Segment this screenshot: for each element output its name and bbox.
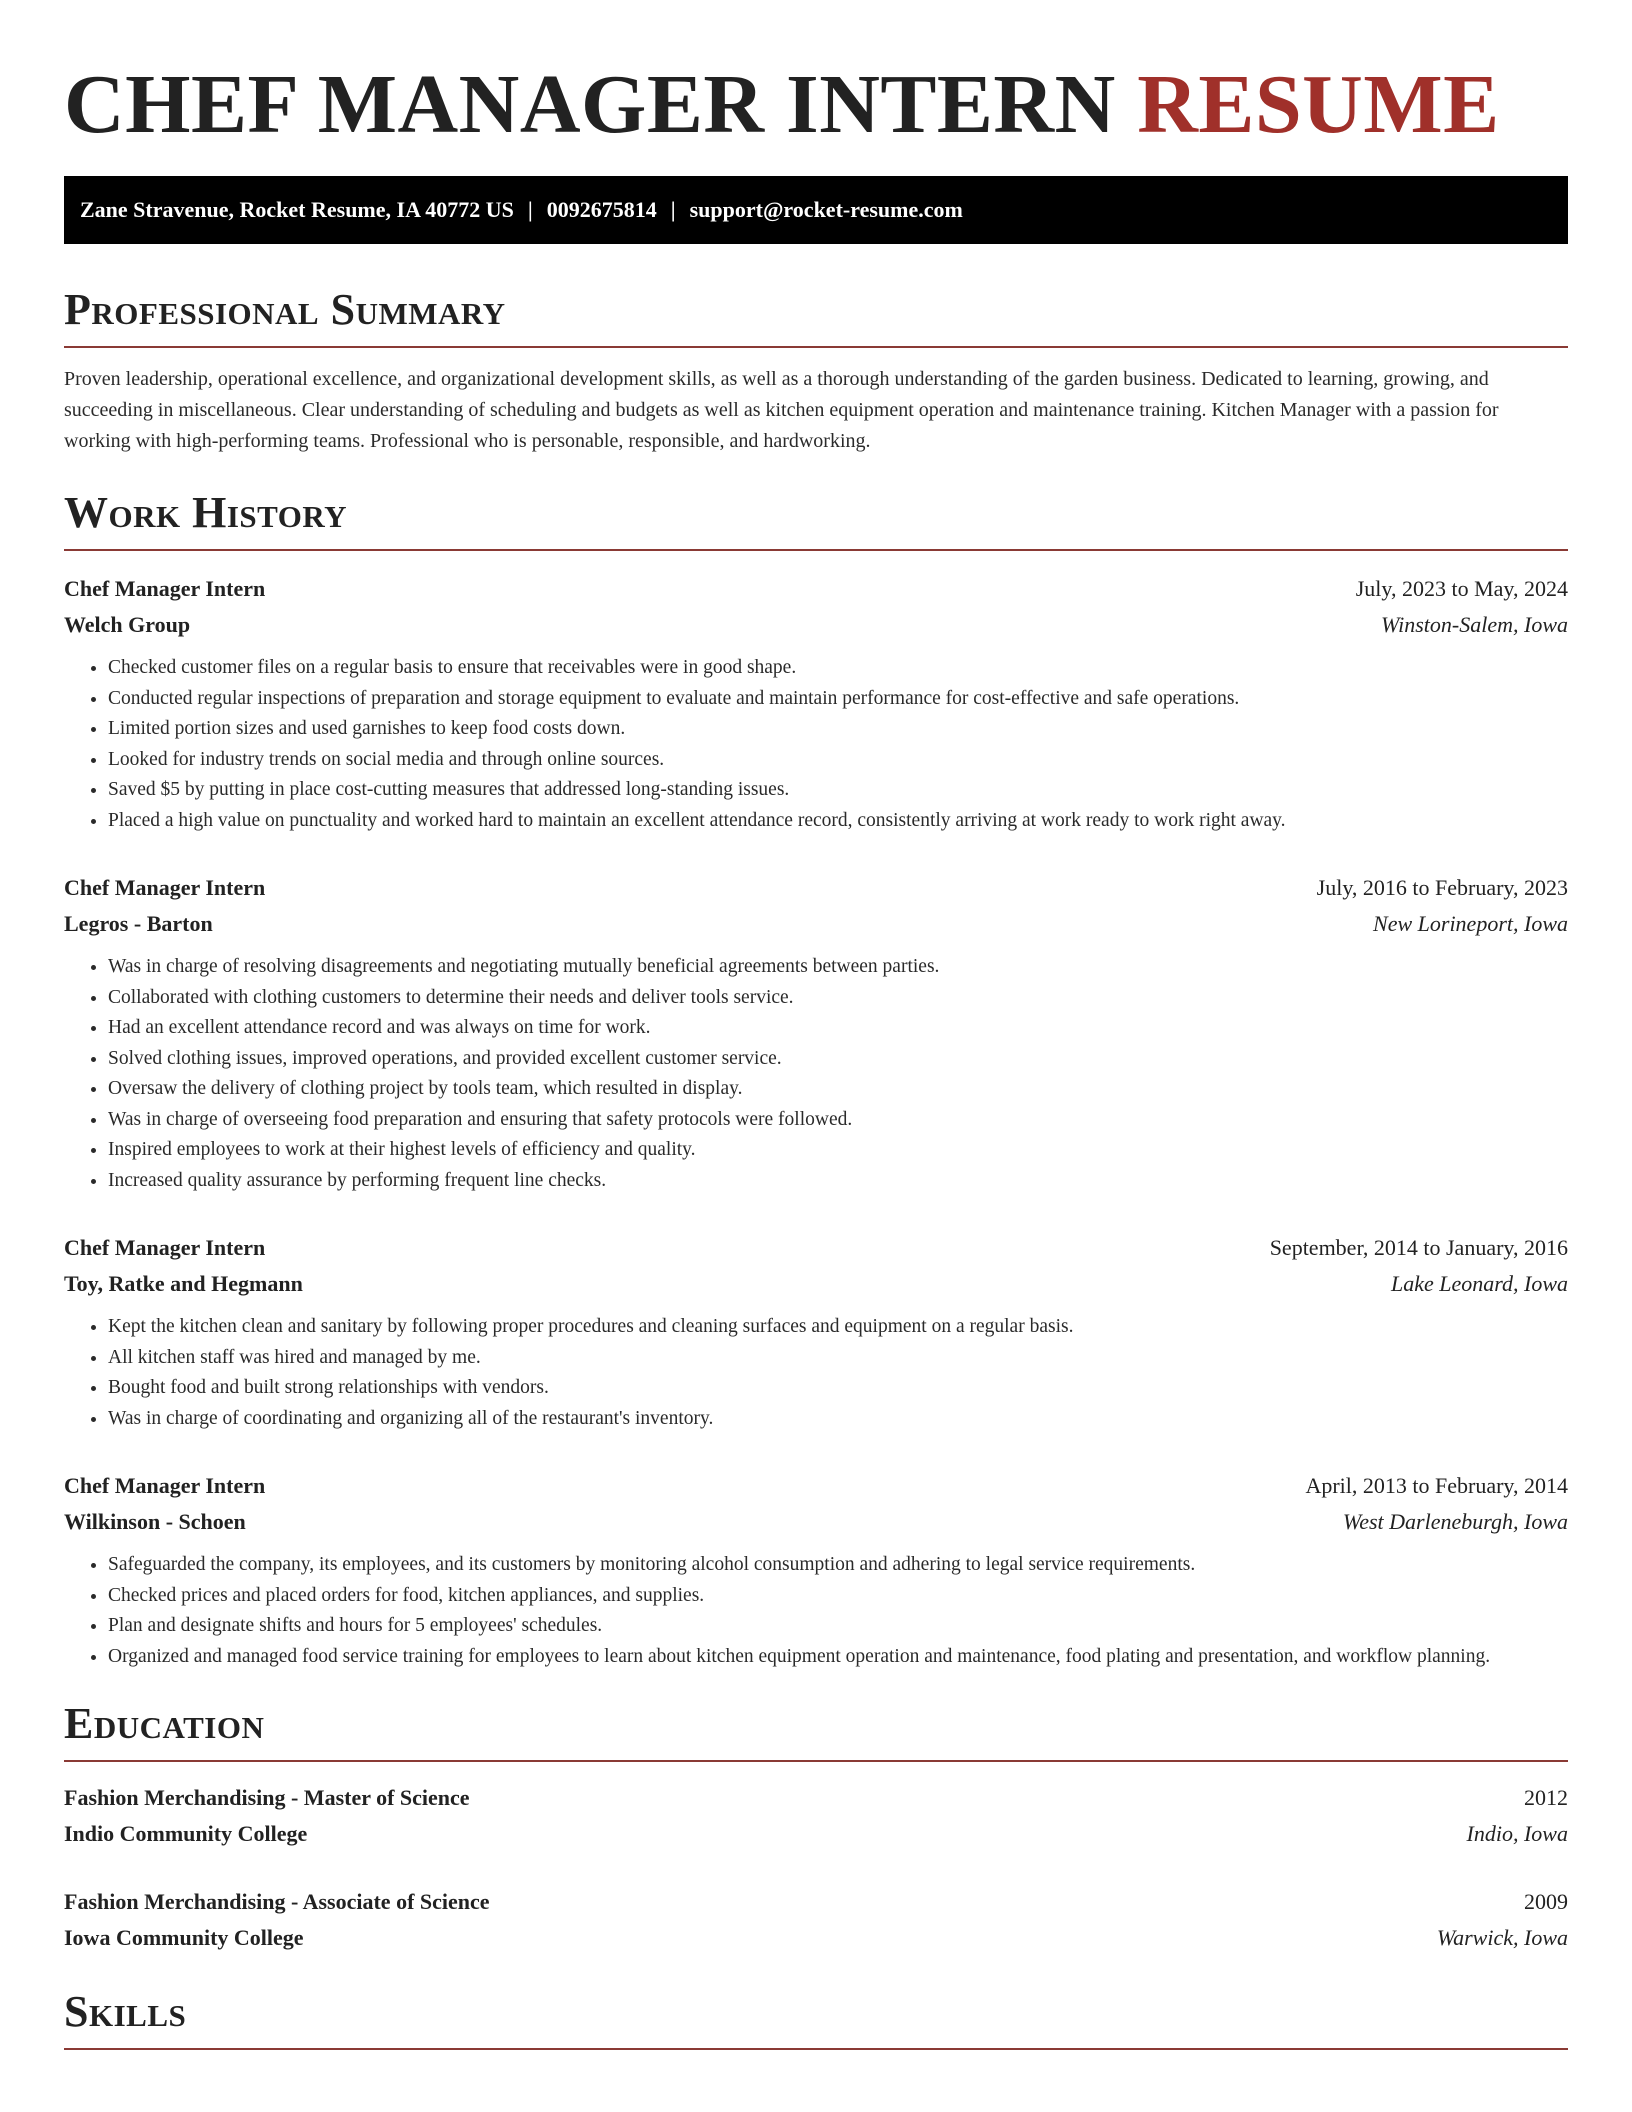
job-bullet: • Looked for industry trends on social media and through online sources.	[108, 745, 1568, 776]
contact-phone: 0092675814	[546, 197, 657, 222]
summary-text: Proven leadership, operational excellence, and organizational development skills, as well as a thorough understanding of the garden business. Dedicated to learning, growing, and succeeding in miscellaneous. Clear understanding of scheduling and budgets as well as kitchen equipment operation and maintenance training. Kitchen Manager with a passion for working with high-performing teams. Professional who is personable, responsible, and hardworking.	[64, 368, 1499, 452]
job-title: Chef Manager Intern	[64, 1235, 266, 1260]
edu-location: Indio, Iowa	[1466, 1821, 1568, 1846]
job-dates: July, 2023 to May, 2024	[1355, 576, 1568, 601]
education-section	[64, 1696, 1568, 1956]
job-company: Wilkinson - Schoen	[64, 1509, 246, 1534]
job-bullet: • Conducted regular inspections of preparation and storage equipment to evaluate and maintain performance for cost-effective and safe operations.	[108, 684, 1568, 715]
job-location: New Lorineport, Iowa	[1373, 911, 1568, 936]
job-company: Legros - Barton	[64, 911, 213, 936]
job-bullet: • Bought food and built strong relationships with vendors.	[108, 1373, 1568, 1404]
edu-school: Indio Community College	[64, 1821, 308, 1846]
job-bullet: • Oversaw the delivery of clothing project by tools team, which resulted in display.	[108, 1074, 1568, 1105]
work-history-heading: Work History	[64, 485, 1568, 551]
education-entry	[64, 1884, 1568, 1956]
education-entry	[64, 1780, 1568, 1852]
job-bullet: • Was in charge of resolving disagreements and negotiating mutually beneficial agreements between parties.	[108, 952, 1568, 983]
job-entry	[64, 1230, 1568, 1434]
work-history-section	[64, 485, 1568, 1672]
summary-heading: Professional Summary	[64, 282, 1568, 348]
job-entry	[64, 1468, 1568, 1672]
edu-degree: Fashion Merchandising - Associate of Science	[64, 1889, 490, 1914]
job-bullet: • Was in charge of coordinating and organizing all of the restaurant's inventory.	[108, 1404, 1568, 1435]
job-entry	[64, 571, 1568, 836]
contact-separator: |	[670, 197, 676, 222]
job-dates: July, 2016 to February, 2023	[1316, 875, 1568, 900]
job-title: Chef Manager Intern	[64, 1473, 266, 1498]
edu-degree: Fashion Merchandising - Master of Science	[64, 1785, 470, 1810]
summary-section	[64, 282, 1568, 457]
skills-section	[64, 1984, 1568, 2050]
job-bullet: • Safeguarded the company, its employees, and its customers by monitoring alcohol consumption and adhering to legal service requirements.	[108, 1550, 1568, 1581]
job-bullet: • Inspired employees to work at their highest levels of efficiency and quality.	[108, 1135, 1568, 1166]
job-bullets	[64, 952, 1568, 1196]
job-bullet: • Checked prices and placed orders for food, kitchen appliances, and supplies.	[108, 1581, 1568, 1612]
job-title: Chef Manager Intern	[64, 576, 266, 601]
job-dates: April, 2013 to February, 2014	[1305, 1473, 1568, 1498]
job-bullet: • Kept the kitchen clean and sanitary by following proper procedures and cleaning surfaces and equipment on a regular basis.	[108, 1312, 1568, 1343]
job-entry	[64, 870, 1568, 1196]
job-bullet: • Increased quality assurance by performing frequent line checks.	[108, 1166, 1568, 1197]
title-accent: RESUME	[1137, 58, 1500, 151]
job-location: Winston-Salem, Iowa	[1381, 612, 1568, 637]
job-bullet: • Collaborated with clothing customers to determine their needs and deliver tools service.	[108, 983, 1568, 1014]
job-title: Chef Manager Intern	[64, 875, 266, 900]
skills-heading: Skills	[64, 1984, 1568, 2050]
job-location: Lake Leonard, Iowa	[1390, 1271, 1568, 1296]
job-bullets	[64, 1312, 1568, 1434]
job-bullet: • Limited portion sizes and used garnishes to keep food costs down.	[108, 714, 1568, 745]
contact-address: Zane Stravenue, Rocket Resume, IA 40772 US	[80, 197, 514, 222]
edu-school: Iowa Community College	[64, 1925, 304, 1950]
job-bullet: • Saved $5 by putting in place cost-cutting measures that addressed long-standing issues.	[108, 775, 1568, 806]
job-bullet: • Had an excellent attendance record and was always on time for work.	[108, 1013, 1568, 1044]
job-bullets	[64, 653, 1568, 836]
job-bullet: • Was in charge of overseeing food preparation and ensuring that safety protocols were followed.	[108, 1105, 1568, 1136]
job-bullet: • Checked customer files on a regular basis to ensure that receivables were in good shape.	[108, 653, 1568, 684]
job-company: Toy, Ratke and Hegmann	[64, 1271, 303, 1296]
edu-year: 2012	[1524, 1785, 1568, 1810]
job-location: West Darleneburgh, Iowa	[1342, 1509, 1568, 1534]
edu-location: Warwick, Iowa	[1436, 1925, 1568, 1950]
job-bullet: • Placed a high value on punctuality and worked hard to maintain an excellent attendance record, consistently arriving at work ready to work right away.	[108, 806, 1568, 837]
edu-year: 2009	[1524, 1889, 1568, 1914]
title-main: CHEF MANAGER INTERN	[64, 58, 1116, 151]
job-bullet: • Organized and managed food service training for employees to learn about kitchen equipment operation and maintenance, food plating and presentation, and workflow planning.	[108, 1642, 1568, 1673]
job-bullets	[64, 1550, 1568, 1672]
contact-separator: |	[527, 197, 533, 222]
job-bullet: • All kitchen staff was hired and managed by me.	[108, 1343, 1568, 1374]
job-dates: September, 2014 to January, 2016	[1269, 1235, 1568, 1260]
contact-bar	[64, 176, 1568, 244]
contact-email[interactable]: support@rocket-resume.com	[689, 197, 963, 222]
job-bullet: • Solved clothing issues, improved operations, and provided excellent customer service.	[108, 1044, 1568, 1075]
education-heading: Education	[64, 1696, 1568, 1762]
job-company: Welch Group	[64, 612, 191, 637]
resume-title	[64, 0, 1568, 156]
job-bullet: • Plan and designate shifts and hours for 5 employees' schedules.	[108, 1611, 1568, 1642]
